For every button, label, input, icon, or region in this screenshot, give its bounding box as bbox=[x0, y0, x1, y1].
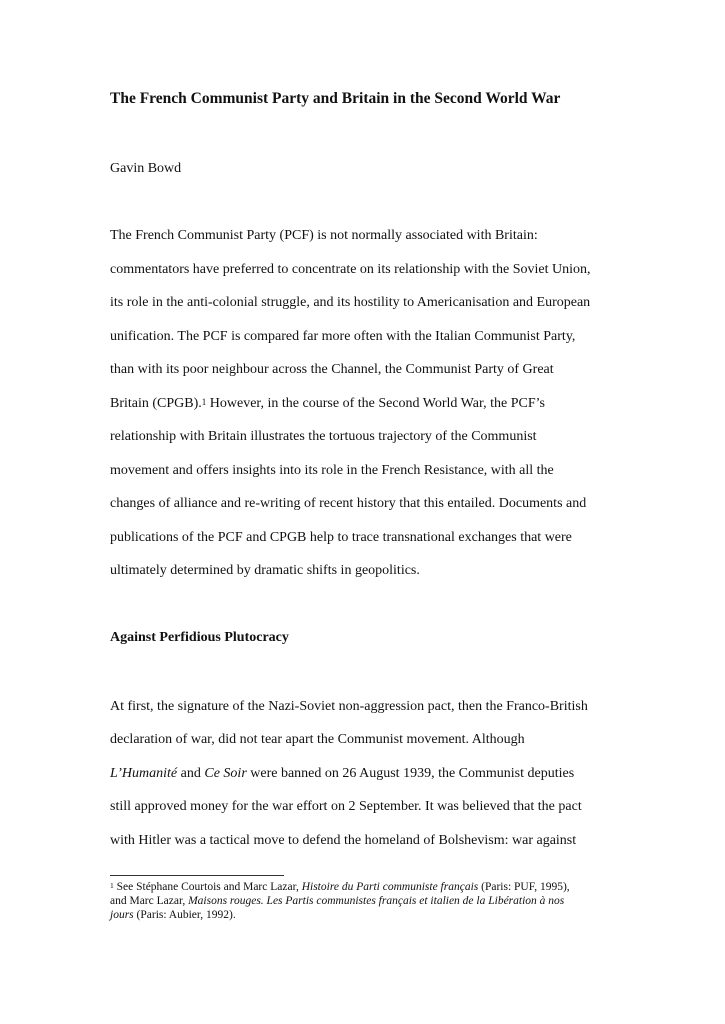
book-title: Histoire du Parti communiste français bbox=[301, 881, 479, 893]
text-line: still approved money for the war effort on 2 September. It was believed that the pact bbox=[110, 799, 582, 815]
text-line: changes of alliance and re-writing of recent history that this entailed. Documents and bbox=[110, 496, 587, 511]
footnote-line bbox=[110, 894, 620, 908]
footnote-line bbox=[110, 880, 620, 894]
newspaper-title: L’Humanité bbox=[110, 765, 178, 781]
book-title: Maisons rouges. Les Partis communistes français et italien de la Libération à nos bbox=[188, 895, 565, 907]
text-span: However, in the course of the Second World War, the PCF’s bbox=[206, 395, 545, 411]
section-heading: Against Perfidious Plutocracy bbox=[110, 630, 289, 645]
text-line bbox=[110, 394, 620, 428]
text-span: (Paris: PUF, 1995), bbox=[478, 881, 570, 893]
footnote-reference[interactable]: 1 bbox=[201, 396, 207, 407]
footnote bbox=[110, 880, 620, 922]
text-line: than with its poor neighbour across the Channel, the Communist Party of Great bbox=[110, 362, 554, 377]
text-line bbox=[110, 764, 620, 797]
footnote-separator bbox=[110, 875, 284, 876]
text-line: movement and offers insights into its role in the French Resistance, with all the bbox=[110, 462, 554, 478]
intro-paragraph bbox=[110, 226, 620, 595]
text-span: and bbox=[177, 765, 205, 781]
text-line: relationship with Britain illustrates the tortuous trajectory of the Communist bbox=[110, 429, 537, 444]
text-span: Britain (CPGB). bbox=[110, 395, 202, 411]
book-title: jours bbox=[110, 909, 134, 921]
text-span: and Marc Lazar, bbox=[110, 895, 189, 907]
text-line: At first, the signature of the Nazi-Soviet non-aggression pact, then the Franco-British bbox=[110, 699, 588, 714]
newspaper-title: Ce Soir bbox=[204, 765, 247, 781]
text-line: unification. The PCF is compared far more often with the Italian Communist Party, bbox=[110, 328, 576, 344]
text-line: commentators have preferred to concentrate on its relationship with the Soviet Union, bbox=[110, 261, 591, 277]
author-name: Gavin Bowd bbox=[110, 161, 182, 176]
text-line: its role in the anti-colonial struggle, and its hostility to Americanisation and European bbox=[110, 295, 591, 310]
text-span: (Paris: Aubier, 1992). bbox=[133, 909, 236, 921]
text-line: publications of the PCF and CPGB help to trace transnational exchanges that were bbox=[110, 529, 572, 545]
text-span: See Stéphane Courtois and Marc Lazar, bbox=[113, 881, 302, 893]
text-line: with Hitler was a tactical move to defend the homeland of Bolshevism: war against bbox=[110, 832, 577, 848]
text-line: declaration of war, did not tear apart the Communist movement. Although bbox=[110, 732, 525, 748]
section-paragraph bbox=[110, 697, 620, 864]
paper-title: The French Communist Party and Britain in the Second World War bbox=[110, 90, 561, 107]
footnote-line bbox=[110, 908, 620, 922]
text-line: The French Communist Party (PCF) is not normally associated with Britain: bbox=[110, 228, 538, 243]
text-span: were banned on 26 August 1939, the Communist deputies bbox=[246, 765, 575, 781]
text-line: ultimately determined by dramatic shifts in geopolitics. bbox=[110, 563, 420, 578]
footnote-number: 1 bbox=[110, 881, 114, 890]
